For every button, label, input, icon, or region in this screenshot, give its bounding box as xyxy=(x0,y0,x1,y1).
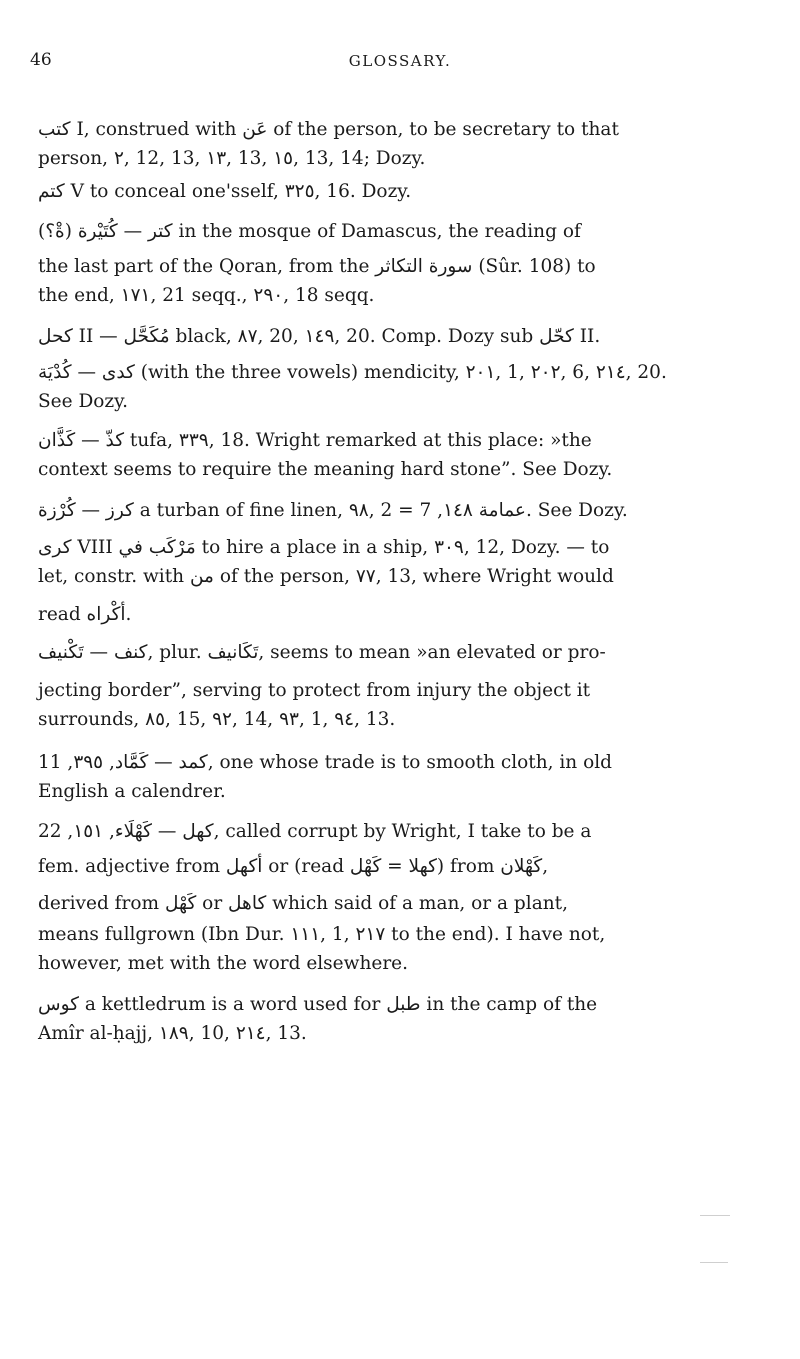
glossary-line: Amîr al-ḥajj, ١٨٩, 10, ٢١٤, 13. xyxy=(38,1023,307,1044)
glossary-line: كنف — تَكْنيف, plur. تَكَانيف, seems to mean »an elevated or pro- xyxy=(38,642,606,663)
glossary-line: كدى — كُدْيَة (with the three vowels) mendicity, ٢٠١, 1, ٢٠٢, 6, ٢١٤, 20. xyxy=(38,362,667,383)
glossary-line: let, constr. with من of the person, ٧٧, 13, where Wright would xyxy=(38,566,614,587)
glossary-line: See Dozy. xyxy=(38,391,129,412)
glossary-line: means fullgrown (Ibn Dur. ١١١, 1, ٢١٧ to the end). I have not, xyxy=(38,924,606,945)
page-header xyxy=(30,50,770,74)
glossary-line: كتر — كُتَيْرة (ةْ؟) in the mosque of Damascus, the reading of xyxy=(38,221,581,242)
glossary-line: كهل — كَهْلَاء, ١٥١, 22, called corrupt by Wright, I take to be a xyxy=(38,821,592,842)
glossary-line: English a calendrer. xyxy=(38,781,226,802)
glossary-line: كرز — كُرْزة a turban of fine linen, ٩٨, 2 = عمامة ١٤٨, 7. See Dozy. xyxy=(38,500,628,521)
running-title: GLOSSARY. xyxy=(348,52,452,70)
glossary-line: كتب I, construed with عَن of the person, to be secretary to that xyxy=(38,119,619,140)
glossary-line: surrounds, ٨٥, 15, ٩٢, 14, ٩٣, 1, ٩٤, 13. xyxy=(38,709,396,730)
scan-artifact-line xyxy=(700,1262,728,1263)
glossary-line: however, met with the word elsewhere. xyxy=(38,953,408,974)
glossary-line: context seems to require the meaning hard stone”. See Dozy. xyxy=(38,459,613,480)
glossary-line: the end, ١٧١, 21 seqq., ٢٩٠, 18 seqq. xyxy=(38,285,375,306)
glossary-line: derived from كَهْل or كاهل which said of a man, or a plant, xyxy=(38,893,568,914)
glossary-line: كذّ — كَذَّان tufa, ٣٣٩, 18. Wright remarked at this place: »the xyxy=(38,430,592,451)
glossary-line: read أكْراه. xyxy=(38,604,132,625)
glossary-line: كرى VIII مَرْكَب في to hire a place in a ship, ٣٠٩, 12, Dozy. — to xyxy=(38,537,610,558)
glossary-line: كتم V to conceal one'sself, ٣٢٥, 16. Dozy. xyxy=(38,181,412,202)
glossary-line: fem. adjective from أكهل or (read كهلا = كَهْل) from كَهْلان, xyxy=(38,856,549,877)
glossary-line: jecting border”, serving to protect from injury the object it xyxy=(38,680,591,701)
glossary-line: كحل II — مُكَحَّل black, ٨٧, 20, ١٤٩, 20. Comp. Dozy sub كحّل II. xyxy=(38,326,601,347)
glossary-line: the last part of the Qoran, from the سورة التكاثر (Sûr. 108) to xyxy=(38,256,596,277)
glossary-line: كمد — كَمَّاد, ٣٩٥, 11, one whose trade is to smooth cloth, in old xyxy=(38,752,613,773)
glossary-line: كوس a kettledrum is a word used for طبل in the camp of the xyxy=(38,994,598,1015)
glossary-line: person, ٢, 12, 13, ١٣, 13, ١٥, 13, 14; Dozy. xyxy=(38,148,426,169)
scan-artifact-line xyxy=(700,1215,730,1216)
page-number: 46 xyxy=(30,50,52,70)
